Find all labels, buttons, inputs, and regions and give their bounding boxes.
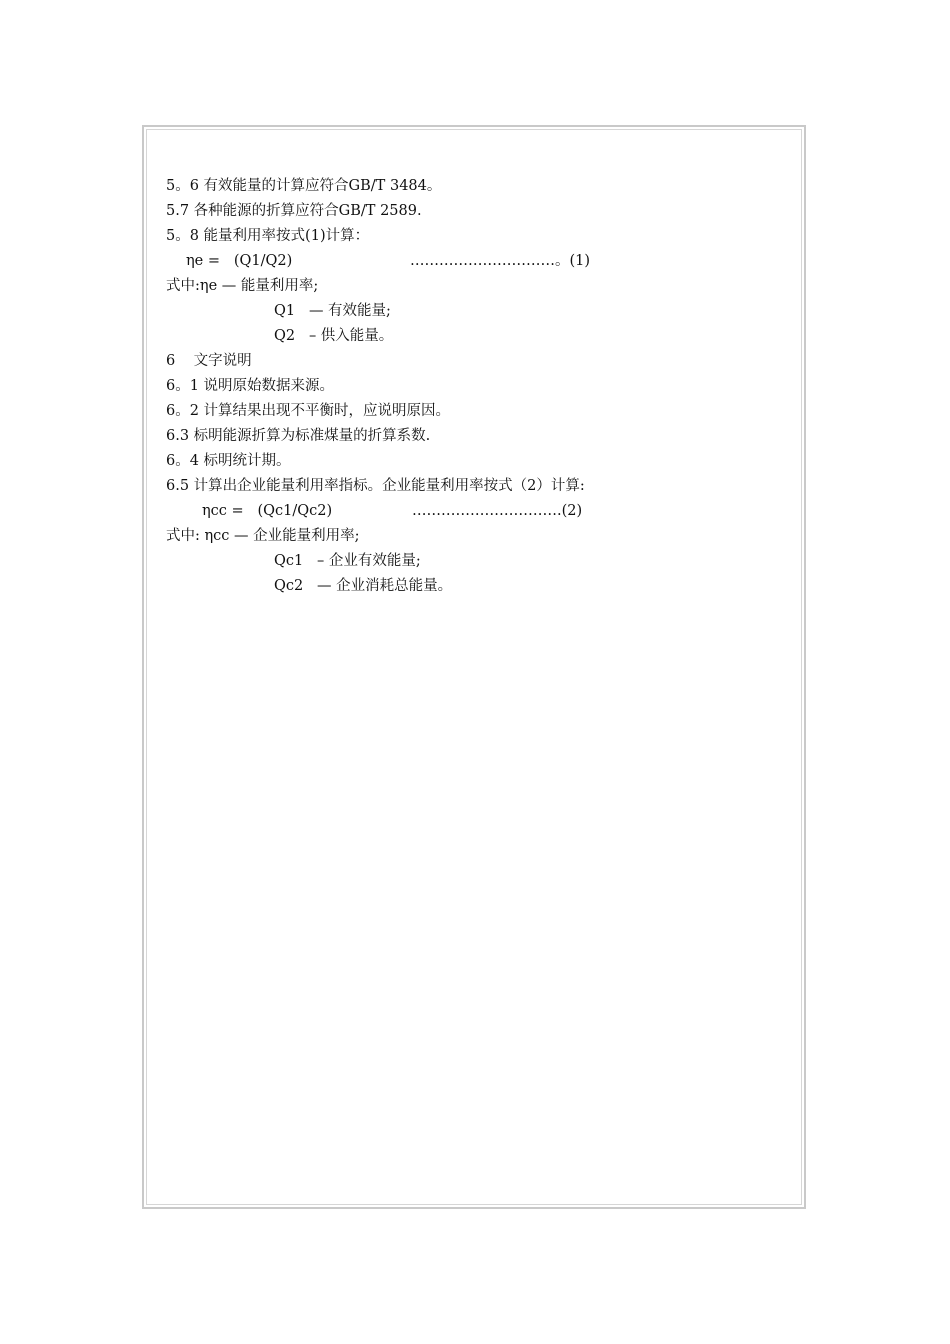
formula-1-number: …………………………。(1): [410, 253, 591, 269]
clause-6-1: 6。1 说明原始数据来源。: [166, 378, 335, 394]
formula-2: ηcc = (Qc1/Qc2): [202, 503, 333, 519]
formula-1: ηe = (Q1/Q2): [186, 253, 293, 269]
clause-5-6: 5。6 有效能量的计算应符合GB/T 3484。: [166, 178, 442, 194]
formula-1-q1: Q1 — 有效能量;: [274, 303, 391, 319]
clause-6-3: 6.3 标明能源折算为标准煤量的折算系数.: [166, 428, 431, 444]
formula-2-qc2: Qc2 — 企业消耗总能量。: [274, 578, 453, 594]
clause-5-7: 5.7 各种能源的折算应符合GB/T 2589.: [166, 203, 422, 219]
formula-1-where: 式中:ηe — 能量利用率;: [166, 278, 319, 294]
clause-5-8: 5。8 能量利用率按式(1)计算：: [166, 228, 370, 244]
formula-2-qc1: Qc1 – 企业有效能量;: [274, 553, 421, 569]
clause-6-4: 6。4 标明统计期。: [166, 453, 291, 469]
formula-1-q2: Q2 – 供入能量。: [274, 328, 394, 344]
formula-2-number: ………………………….(2): [412, 503, 583, 519]
clause-6-2: 6。2 计算结果出现不平衡时，应说明原因。: [166, 403, 451, 419]
clause-6-5: 6.5 计算出企业能量利用率指标。企业能量利用率按式（2）计算:: [166, 478, 585, 494]
section-6-heading: 6 文字说明: [166, 353, 252, 369]
formula-2-where: 式中: ηcc — 企业能量利用率;: [166, 528, 360, 544]
